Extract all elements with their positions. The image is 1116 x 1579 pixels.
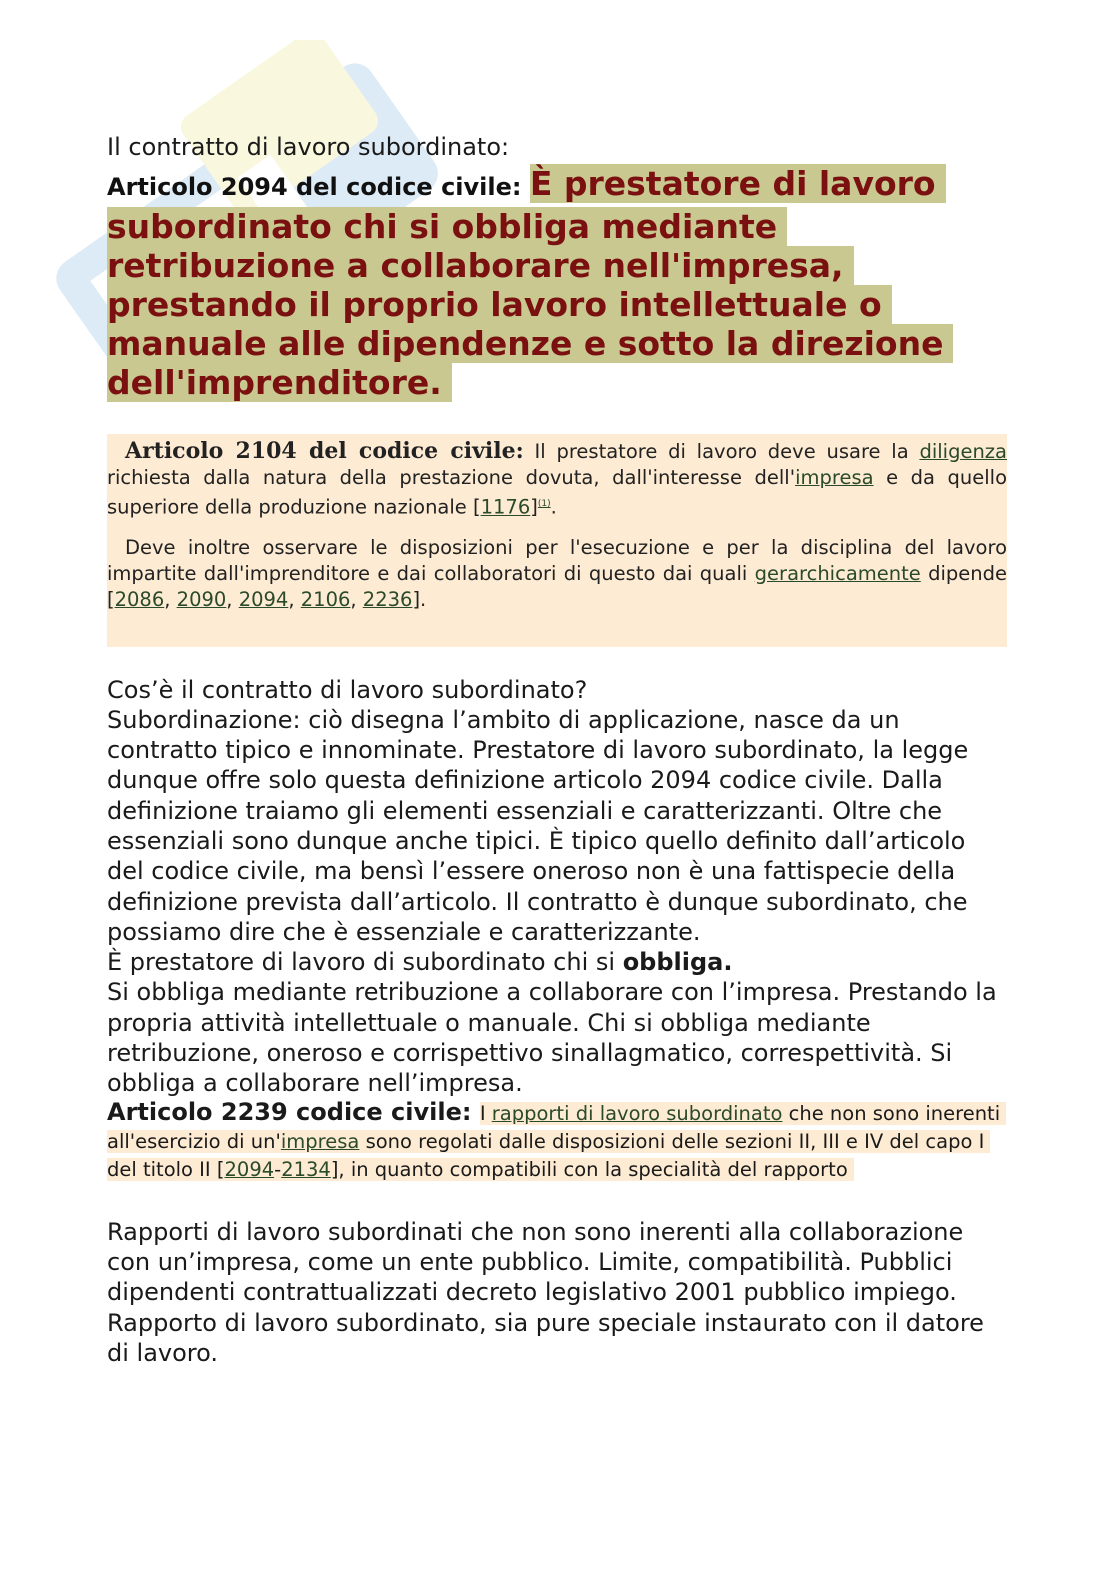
text-run: dipende [	[107, 561, 1008, 611]
link-impresa-2239[interactable]: impresa	[280, 1129, 360, 1153]
closing-section	[107, 1217, 1007, 1368]
text-run: Deve inoltre osservare le disposizioni per l'esecuzione e per la disciplina del lavoro impartite dall'imprenditore e dai collaboratori di questo dai quali	[107, 535, 1007, 585]
separator: ,	[350, 587, 363, 611]
separator: ,	[288, 587, 301, 611]
text-run: .	[550, 495, 557, 519]
text-run: I	[479, 1101, 492, 1125]
link-rapporti[interactable]: rapporti di lavoro subordinato	[491, 1101, 783, 1125]
closing-paragraph-1: Rapporti di lavoro subordinati che non sono inerenti alla collaborazione con un’impresa, come un ente pubblico. Limite, compatibilità. Pubblici dipendenti contrattualizzati decreto legislativo 2001 pubblico impiego.	[107, 1217, 964, 1307]
closing-paragraph-2: Rapporto di lavoro subordinato, sia pure speciale instaurato con il datore di lavoro.	[107, 1308, 984, 1367]
article-2104-box	[107, 434, 1007, 647]
text-run: richiesta dalla natura della prestazione dovuta, dall'interesse dell'	[107, 466, 796, 489]
text-run: ].	[412, 587, 427, 611]
article-2104-para1	[107, 438, 1007, 521]
link-ref-2094-b[interactable]: 2094	[224, 1157, 275, 1181]
link-impresa[interactable]: impresa	[795, 466, 874, 489]
article-2094-label: Articolo 2094 del codice civile:	[107, 173, 530, 201]
link-gerarchicamente[interactable]: gerarchicamente	[754, 561, 921, 585]
link-ref-2090[interactable]: 2090	[176, 587, 227, 611]
text-run: e da quello superiore della produzione nazionale [	[107, 466, 1007, 519]
body-paragraph-3: Si obbliga mediante retribuzione a collaborare con l’impresa. Prestando la propria attività intellettuale o manuale. Chi si obbliga mediante retribuzione, oneroso e corrispettivo sinallagmatico, correspettività. Si obbliga a collaborare nell’impresa.	[107, 978, 997, 1098]
link-ref-2086[interactable]: 2086	[114, 587, 165, 611]
text-run: ], in quanto compatibili con la specialità del rapporto	[330, 1157, 848, 1181]
link-ref-1176[interactable]: 1176	[480, 495, 531, 519]
separator: ,	[164, 587, 177, 611]
article-2104-para2	[107, 535, 1007, 613]
footnote-link[interactable]: (1)	[537, 499, 551, 509]
separator: -	[274, 1157, 282, 1181]
document-page	[107, 130, 1007, 1368]
text-run: È prestatore di lavoro di subordinato chi si	[107, 948, 623, 977]
separator: ,	[226, 587, 239, 611]
article-2104-title: Articolo 2104 del codice civile:	[125, 438, 524, 464]
link-ref-2094[interactable]: 2094	[238, 587, 289, 611]
link-ref-2134[interactable]: 2134	[281, 1157, 331, 1181]
text-run: Il prestatore di lavoro deve usare la	[523, 440, 920, 463]
link-ref-2106[interactable]: 2106	[300, 587, 351, 611]
article-2094-text: È prestatore di lavoro subordinato chi si obbliga mediante retribuzione a collaborare nell'impresa, prestando il proprio lavoro intellettuale o manuale alle dipendenze e sotto la direzione dell'imprenditore.	[107, 164, 953, 402]
bold-obbliga: obbliga.	[622, 948, 733, 977]
text-run: ]	[530, 495, 538, 519]
article-2094	[107, 164, 1007, 402]
question-line: Cos’è il contratto di lavoro subordinato?	[107, 675, 588, 704]
article-2239	[107, 1099, 1007, 1183]
text-run: sono regolati dalle disposizioni delle sezioni II, III e IV del capo I del titolo II [	[107, 1129, 985, 1181]
body-paragraph-2	[107, 947, 1007, 977]
intro-line: Il contratto di lavoro subordinato:	[107, 133, 510, 161]
link-ref-2236[interactable]: 2236	[362, 587, 413, 611]
body-section	[107, 675, 1007, 1183]
link-diligenza[interactable]: diligenza	[919, 440, 1007, 463]
body-paragraph-1: Subordinazione: ciò disegna l’ambito di applicazione, nasce da un contratto tipico e innominate. Prestatore di lavoro subordinato, la legge dunque offre solo questa definizione articolo 2094 codice civile. Dalla definizione traiamo gli elementi essenziali e caratterizzanti. Oltre che essenziali sono dunque anche tipici. È tipico quello definito dall’articolo del codice civile, ma bensì l’essere oneroso non è una fattispecie della definizione prevista dall’articolo. Il contratto è dunque subordinato, che possiamo dire che è essenziale e caratterizzante.	[107, 705, 969, 946]
text-run: che non sono inerenti all'esercizio di un'	[107, 1101, 1001, 1153]
article-2239-title: Articolo 2239 codice civile:	[107, 1097, 480, 1126]
